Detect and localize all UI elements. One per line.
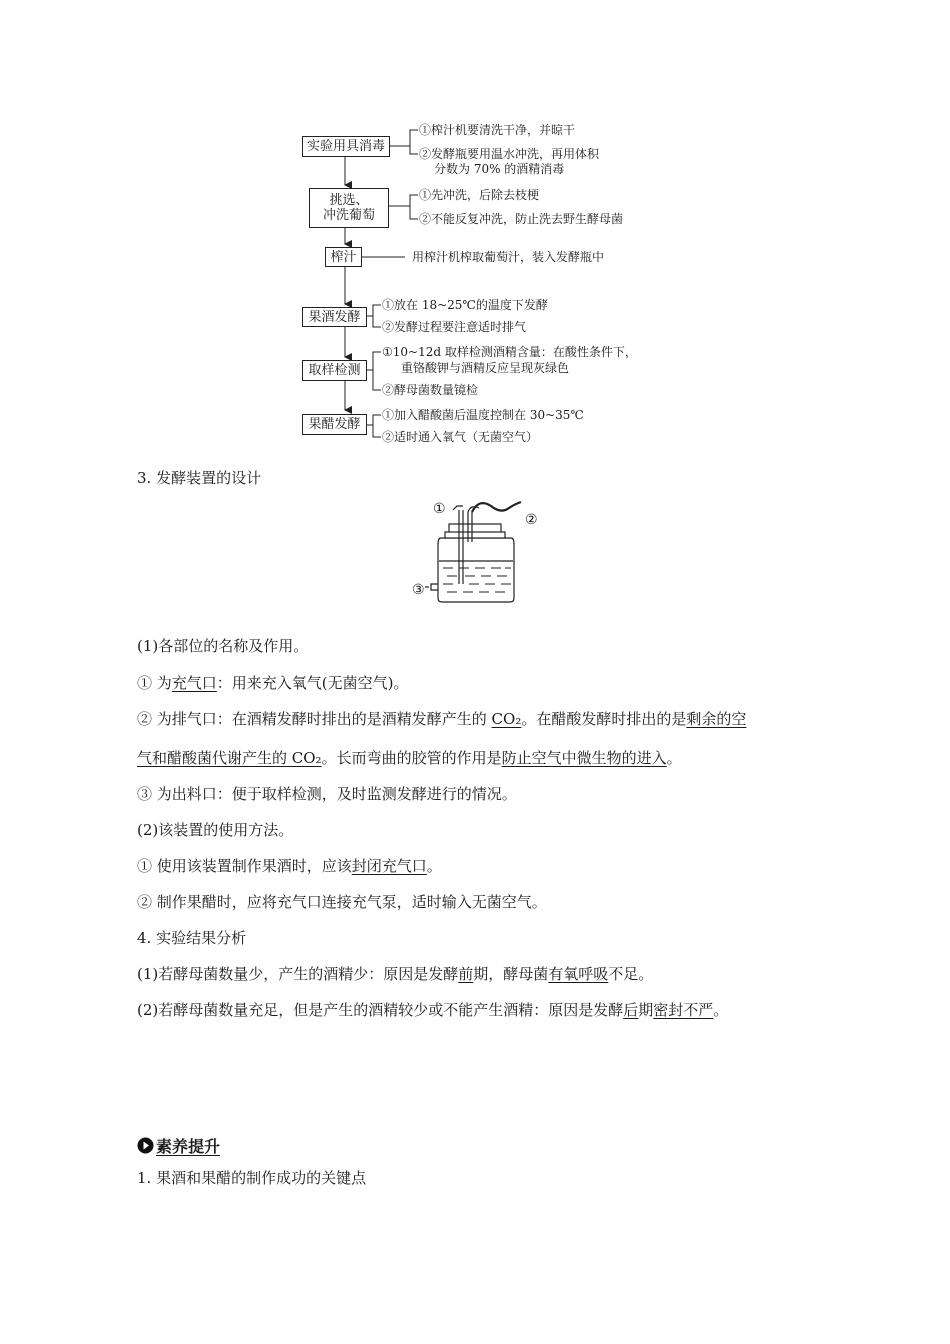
note-2-2: ②不能反复冲洗，防止洗去野生酵母菌 [419,212,624,226]
para-result-2-answer-seal: 密封不严 [653,1001,714,1019]
para-outlet-answer-gas: 剩余的空 [686,710,747,728]
para-usage-wine-c: 。 [426,857,442,875]
note-2-1: ①先冲洗，后除去枝梗 [419,188,540,202]
para-usage-wine [137,857,442,875]
flow-box-wine-ferment: 果酒发酵 [302,307,367,327]
flow-box-wash-line1: 挑选、 [329,193,369,208]
note-4-1: ①放在 18~25℃的温度下发酵 [382,298,548,312]
note-5-1: ①10~12d 取样检测酒精含量：在酸性条件下， [382,345,637,359]
para-inlet-c: ：用来充入氧气(无菌空气)。 [216,674,409,692]
flow-box-wash-line2: 冲洗葡萄 [322,208,375,223]
play-circle-icon [137,1137,154,1154]
para-outlet-a: ② 为排气口：在酒精发酵时排出的是酒精发酵产生的 [137,710,492,728]
para-result-2 [137,1001,728,1019]
note-6-2: ②适时通入氧气（无菌空气） [382,430,539,444]
para-outlet-answer-gas-cont: 气和醋酸菌代谢产生的 CO₂ [137,749,322,767]
flow-box-wash [309,188,389,228]
para-inlet-a: ① 为 [137,674,172,692]
section-heading [137,1134,220,1157]
note-1-1: ①榨汁机要清洗干净，并晾干 [419,123,576,137]
para-inlet-answer: 充气口 [171,674,217,692]
para-result-1-c: 期，酵母菌 [473,965,549,983]
flow-box-sampling: 取样检测 [302,360,367,381]
note-1-3: 分数为 70% 的酒精消毒 [434,162,565,176]
para-result-2-e: 。 [713,1001,729,1019]
flow-box-vinegar-ferment: 果醋发酵 [302,414,367,435]
note-1-2: ②发酵瓶要用温水冲洗，再用体积 [419,147,600,161]
para-inlet [137,674,409,692]
para-result-1-a: (1)若酵母菌数量少，产生的酒精少：原因是发酵 [137,965,459,983]
para-outlet-c: 。在醋酸发酵时排出的是 [521,710,687,728]
fermenter-illustration [405,498,545,608]
para-key-points: 1. 果酒和果醋的制作成功的关键点 [137,1169,367,1187]
para-result-1-answer-aerobic: 有氧呼吸 [548,965,609,983]
para-result-2-c: 期 [638,1001,654,1019]
para-outlet-d: 。 [666,749,682,767]
para-usage-wine-a: ① 使用该装置制作果酒时，应该 [137,857,352,875]
flow-box-disinfect: 实验用具消毒 [302,136,390,157]
note-4-2: ②发酵过程要注意适时排气 [382,320,527,334]
para-result-1-e: 不足。 [608,965,654,983]
para-result-2-answer-late: 后 [623,1001,639,1019]
apparatus-marker-2: ② [525,512,538,528]
note-5-3: ②酵母菌数量镜检 [382,383,479,397]
para-discharge: ③ 为出料口：便于取样检测，及时监测发酵进行的情况。 [137,785,517,803]
para-usage-wine-answer: 封闭充气口 [351,857,427,875]
para-outlet-2 [137,749,682,767]
note-6-1: ①加入醋酸菌后温度控制在 30~35℃ [382,408,584,422]
note-3-1: 用榨汁机榨取葡萄汁，装入发酵瓶中 [412,250,605,264]
apparatus-marker-3: ③ [412,582,425,598]
para-outlet-b: 。长而弯曲的胶管的作用是 [321,749,502,767]
heading-result-analysis: 4. 实验结果分析 [137,929,247,947]
para-usage-vinegar: ② 制作果醋时，应将充气口连接充气泵，适时输入无菌空气。 [137,893,547,911]
note-5-2: 重铬酸钾与酒精反应呈现灰绿色 [401,361,570,375]
heading-fermenter-design: 3. 发酵装置的设计 [137,469,262,487]
para-usage-intro: (2)该装置的使用方法。 [137,821,294,839]
para-result-1-answer-early: 前 [458,965,474,983]
para-outlet-1 [137,710,746,728]
para-parts-intro: (1)各部位的名称及作用。 [137,637,309,655]
flow-box-juice: 榨汁 [325,247,362,267]
apparatus-marker-1: ① [433,501,446,517]
para-result-2-a: (2)若酵母菌数量充足，但是产生的酒精较少或不能产生酒精：原因是发酵 [137,1001,624,1019]
para-outlet-answer-co2: CO₂ [491,710,522,728]
para-result-1 [137,965,653,983]
para-outlet-answer-hose: 防止空气中微生物的进入 [501,749,667,767]
section-title: 素养提升 [156,1137,221,1156]
